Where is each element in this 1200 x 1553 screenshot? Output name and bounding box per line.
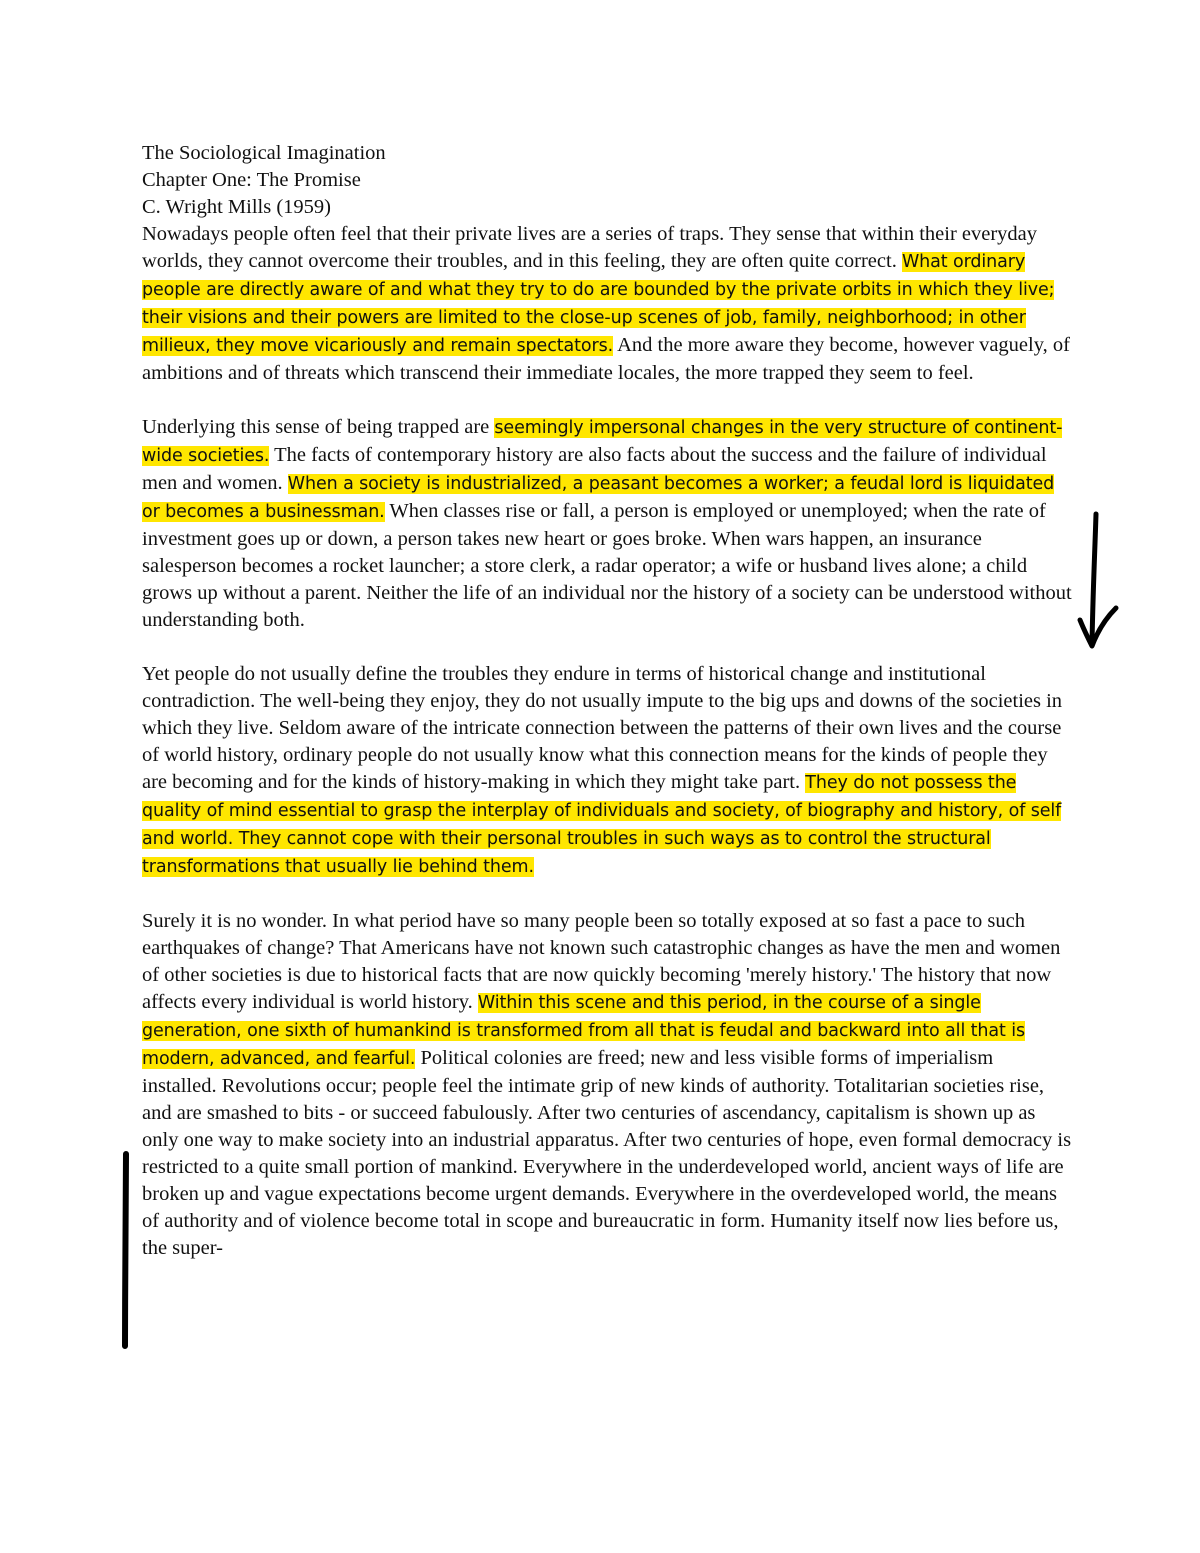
paragraph-text: When classes rise or fall, a person is employed or unemployed; when the rate of investment goes up or down, a person takes new heart or goes broke. When wars happen, an insurance salesperson becomes a rocket launcher; a store clerk, a radar operator; a wife or husband lives alone; a child grows up without a parent. Neither the life of an individual nor the history of a society can be understood without understanding both. xyxy=(142,500,1072,631)
paragraph-text: Surely it is no wonder. In what period have so many people been so totally exposed at so fast a pace to such earthquakes of change? That Americans have not known such catastrophic changes as have the men and women of other societies is due to historical facts that are now quickly becoming 'merely history.' The history that now affects every individual is world history. xyxy=(142,910,1061,1013)
paragraph-4 xyxy=(142,908,1072,1262)
paragraph-text: Underlying this sense of being trapped are xyxy=(142,416,495,438)
paragraph-3 xyxy=(142,661,1072,881)
highlighted-passage: They do not possess the quality of mind essential to grasp the interplay of individuals and society, of biography and history, of self and world. They cannot cope with their personal troubles in such ways as to control the structural transformations that usually lie behind them. xyxy=(142,773,1062,877)
paragraph-text: And the more aware they become, however vaguely, of ambitions and of threats which transcend their immediate locales, the more trapped they seem to feel. xyxy=(142,334,1070,384)
handwritten-margin-line-icon xyxy=(116,1150,136,1352)
highlighted-passage: seemingly impersonal changes in the very structure of continent-wide societies. xyxy=(142,418,1063,466)
paragraph-2 xyxy=(142,414,1072,634)
document-page xyxy=(142,140,1072,1262)
paragraph-text: Nowadays people often feel that their private lives are a series of traps. They sense that within their everyday worlds, they cannot overcome their troubles, and in this feeling, they are often quite correct. xyxy=(142,223,1038,272)
author-line: C. Wright Mills (1959) xyxy=(142,196,331,218)
paragraph-text: Yet people do not usually define the troubles they endure in terms of historical change and institutional contradiction. The well-being they enjoy, they do not usually impute to the big ups and downs of the societies in which they live. Seldom aware of the intricate connection between the patterns of their own lives and the course of world history, ordinary people do not usually know what this connection means for the kinds of people they are becoming and for the kinds of history-making in which they might take part. xyxy=(142,663,1063,793)
chapter-title: Chapter One: The Promise xyxy=(142,169,361,191)
highlighted-passage: What ordinary people are directly aware of and what they try to do are bounded by the private orbits in which they live; their visions and their powers are limited to the close-up scenes of job, family, neighborhood; in other milieux, they move vicariously and remain spectators. xyxy=(142,252,1055,356)
document-title: The Sociological Imagination xyxy=(142,142,386,164)
paragraph-text: The facts of contemporary history are also facts about the success and the failure of individual men and women. xyxy=(142,444,1047,494)
paragraph-text: Political colonies are freed; new and less visible forms of imperialism installed. Revolutions occur; people feel the intimate grip of new kinds of authority. Totalitarian societies rise, and are smashed to bits - or succeed fabulously. After two centuries of ascendancy, capitalism is shown up as only one way to make society into an industrial apparatus. After two centuries of hope, even formal democracy is restricted to a quite small portion of mankind. Everywhere in the underdeveloped world, ancient ways of life are broken up and vague expectations become urgent demands. Everywhere in the overdeveloped world, the means of authority and of violence become total in scope and bureaucratic in form. Humanity itself now lies before us, the super- xyxy=(142,1047,1072,1259)
handwritten-arrow-down-icon xyxy=(1068,508,1128,656)
highlighted-passage: Within this scene and this period, in the course of a single generation, one sixth of humankind is transformed from all that is feudal and backward into all that is modern, advanced, and fearful. xyxy=(142,993,1026,1069)
paragraph-1 xyxy=(142,221,1072,387)
highlighted-passage: When a society is industrialized, a peasant becomes a worker; a feudal lord is liquidated or becomes a businessman. xyxy=(142,474,1055,522)
